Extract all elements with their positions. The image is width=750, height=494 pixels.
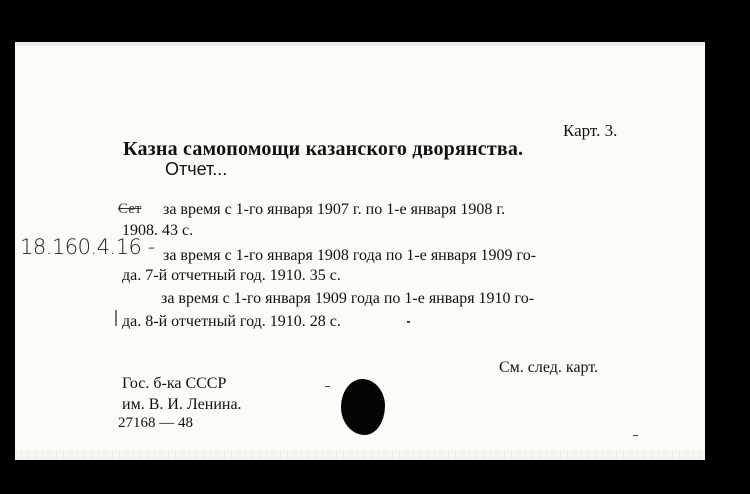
entry-1-line-2: 1908. 43 с. xyxy=(122,222,194,239)
library-dedication: им. В. И. Ленина. xyxy=(122,396,242,413)
entry-1-line-1: за время с 1-го января 1907 г. по 1-е января 1908 г. xyxy=(163,201,506,218)
struck-out-text: Сет xyxy=(118,201,142,217)
see-next-card-note: См. след. карт. xyxy=(499,359,599,376)
card-number: Карт. 3. xyxy=(563,121,618,140)
entry-2-line-1: за время с 1-го января 1908 года по 1-е января 1909 го- xyxy=(163,247,537,264)
handwritten-shelf-mark: 18.160.4.16 - xyxy=(20,235,155,259)
scan-speck xyxy=(407,321,410,323)
catalog-card xyxy=(15,42,705,460)
library-code: 27168 — 48 xyxy=(118,415,193,431)
scan-speck xyxy=(325,386,330,387)
card-bottom-edge xyxy=(15,450,705,460)
card-top-edge xyxy=(15,42,705,46)
punch-hole xyxy=(341,379,385,435)
library-name: Гос. б-ка СССР xyxy=(122,375,227,392)
entry-3-line-1: за время с 1-го января 1909 года по 1-е января 1910 го- xyxy=(161,290,535,307)
entry-3-line-2: да. 8-й отчетный год. 1910. 28 с. xyxy=(122,313,341,330)
pencil-mark xyxy=(115,310,117,326)
card-subtitle: Отчет... xyxy=(165,159,228,179)
card-title: Казна самопомощи казанского дворянства. xyxy=(123,138,524,160)
entry-2-line-2: да. 7-й отчетный год. 1910. 35 с. xyxy=(122,267,341,284)
scan-speck xyxy=(633,435,638,436)
